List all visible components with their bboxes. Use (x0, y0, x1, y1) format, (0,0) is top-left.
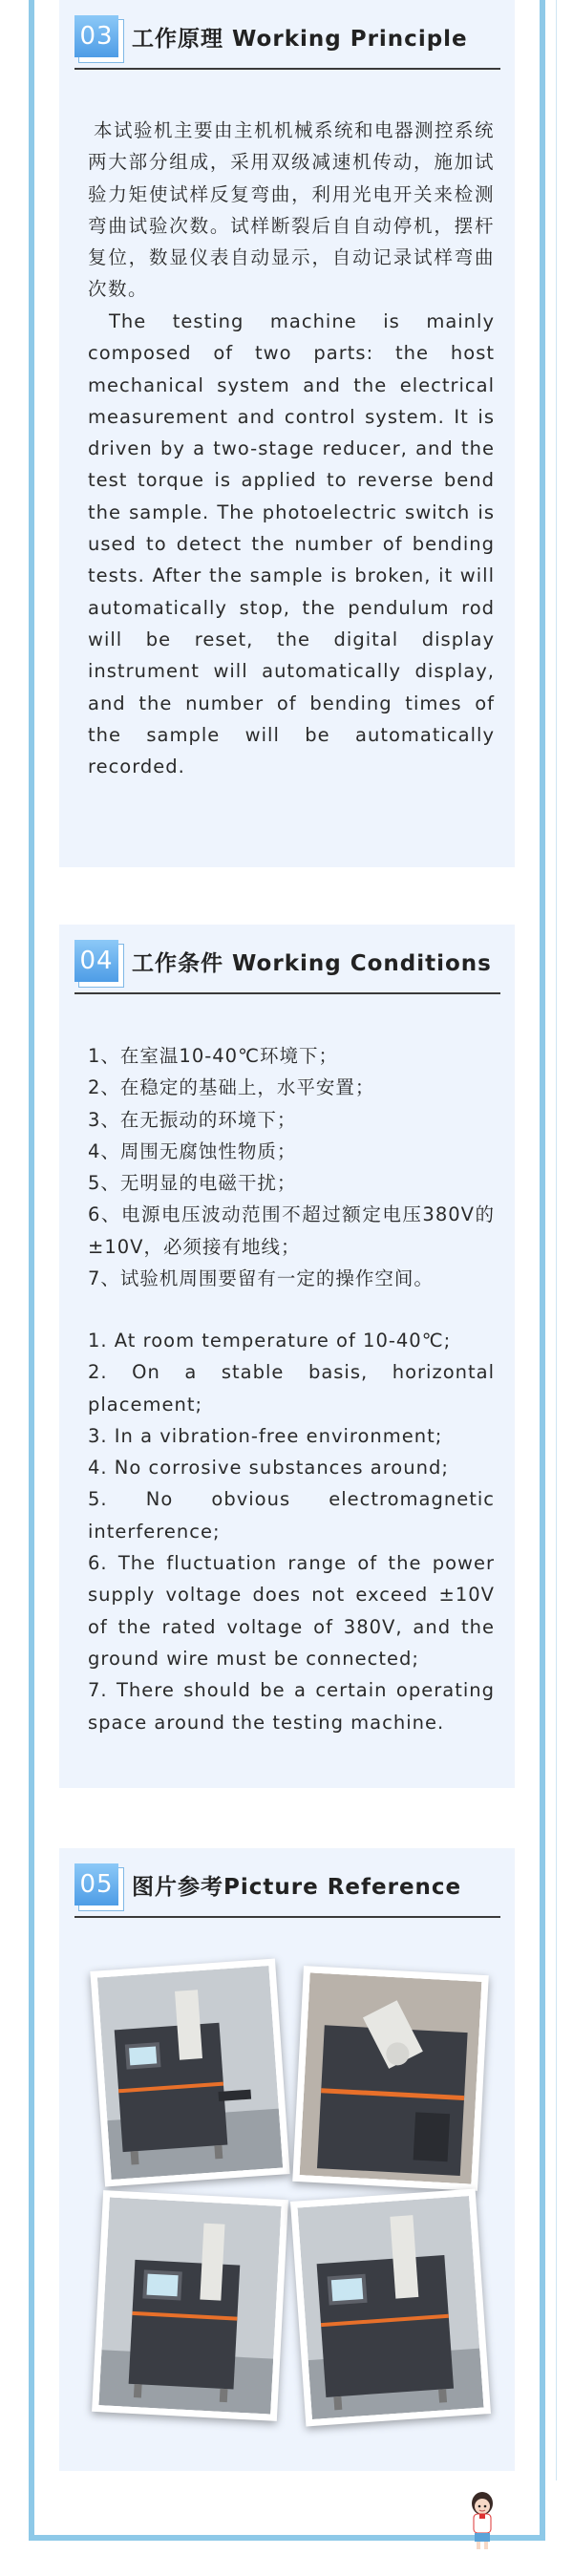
section-title: 图片参考Picture Reference (132, 1875, 462, 1900)
list-item: 5. No obvious electromagnetic interference; (88, 1488, 495, 1543)
principle-text-zh: 本试验机主要由主机机械系统和电器测控系统两大部分组成，采用双级减速机传动，施加试验力矩使试样反复弯曲，利用光电开关来检测弯曲试验次数。试样断裂后自自动停机，摆杆复位，数显仪表自动显示，自动记录试样弯曲次数。 (88, 119, 496, 301)
conditions-list-en (88, 1325, 495, 1738)
mascot-illustration (465, 2491, 499, 2550)
working-conditions-card (59, 925, 515, 1788)
list-item: 3、在无振动的环境下； (88, 1108, 297, 1131)
list-item: 6、电源电压波动范围不超过额定电压380V的±10V，必须接有地线； (88, 1203, 495, 1258)
machine-photo-side (92, 2190, 288, 2421)
picture-reference-card (59, 1848, 515, 2471)
list-item: 7、试验机周围要留有一定的操作空间。 (88, 1267, 434, 1290)
section-title: 工作条件 Working Conditions (132, 951, 492, 976)
section-divider (74, 992, 500, 994)
section-header (74, 940, 500, 993)
section-number-badge: 05 (74, 1863, 124, 1911)
section-title: 工作原理 Working Principle (132, 27, 468, 52)
page-frame-right (540, 0, 545, 2541)
section-header (74, 1863, 500, 1917)
section-header (74, 15, 500, 69)
section-divider (74, 1916, 500, 1918)
list-item: 1、在室温10-40℃环境下； (88, 1045, 338, 1067)
list-item: 7. There should be a certain operating space around the testing machine. (88, 1679, 495, 1734)
list-item: 1. At room temperature of 10-40℃; (88, 1330, 452, 1352)
list-item: 3. In a vibration-free environment; (88, 1424, 443, 1447)
list-item: 5、无明显的电磁干扰； (88, 1172, 297, 1195)
list-item: 2. On a stable basis, horizontal placement; (88, 1361, 495, 1416)
list-item: 4. No corrosive substances around; (88, 1457, 449, 1480)
page-frame-hairline (556, 0, 557, 2480)
section-number-badge: 03 (74, 15, 124, 63)
list-item: 4、周围无腐蚀性物质； (88, 1139, 297, 1162)
working-principle-card (59, 0, 515, 867)
conditions-list-zh (88, 1040, 495, 1294)
section-divider (74, 68, 500, 70)
section-number-badge: 04 (74, 940, 124, 988)
principle-text-en: The testing machine is mainly composed of two parts: the host mechanical system and the electrical measurement and control system. It is driven by a two-stage reducer, and the test torque is applied to reverse bend the sample. The photoelectric switch is used to detect the number of bending tests. After the sample is broken, it will automatically stop, the pendulum rod will be reset, the digital display instrument will automatically display, and the number of bending times of the sample will be automatically recorded. (88, 310, 495, 778)
page-frame-left (29, 0, 34, 2541)
machine-photo-top (292, 1966, 489, 2191)
list-item: 2、在稳定的基础上，水平安置； (88, 1076, 375, 1099)
list-item: 6. The fluctuation range of the power supply voltage does not exceed ±10V of the rated voltage of 380V, and the ground wire must be connected; (88, 1552, 495, 1670)
machine-photo-front (90, 1959, 289, 2187)
machine-photo-angle (290, 2189, 491, 2427)
